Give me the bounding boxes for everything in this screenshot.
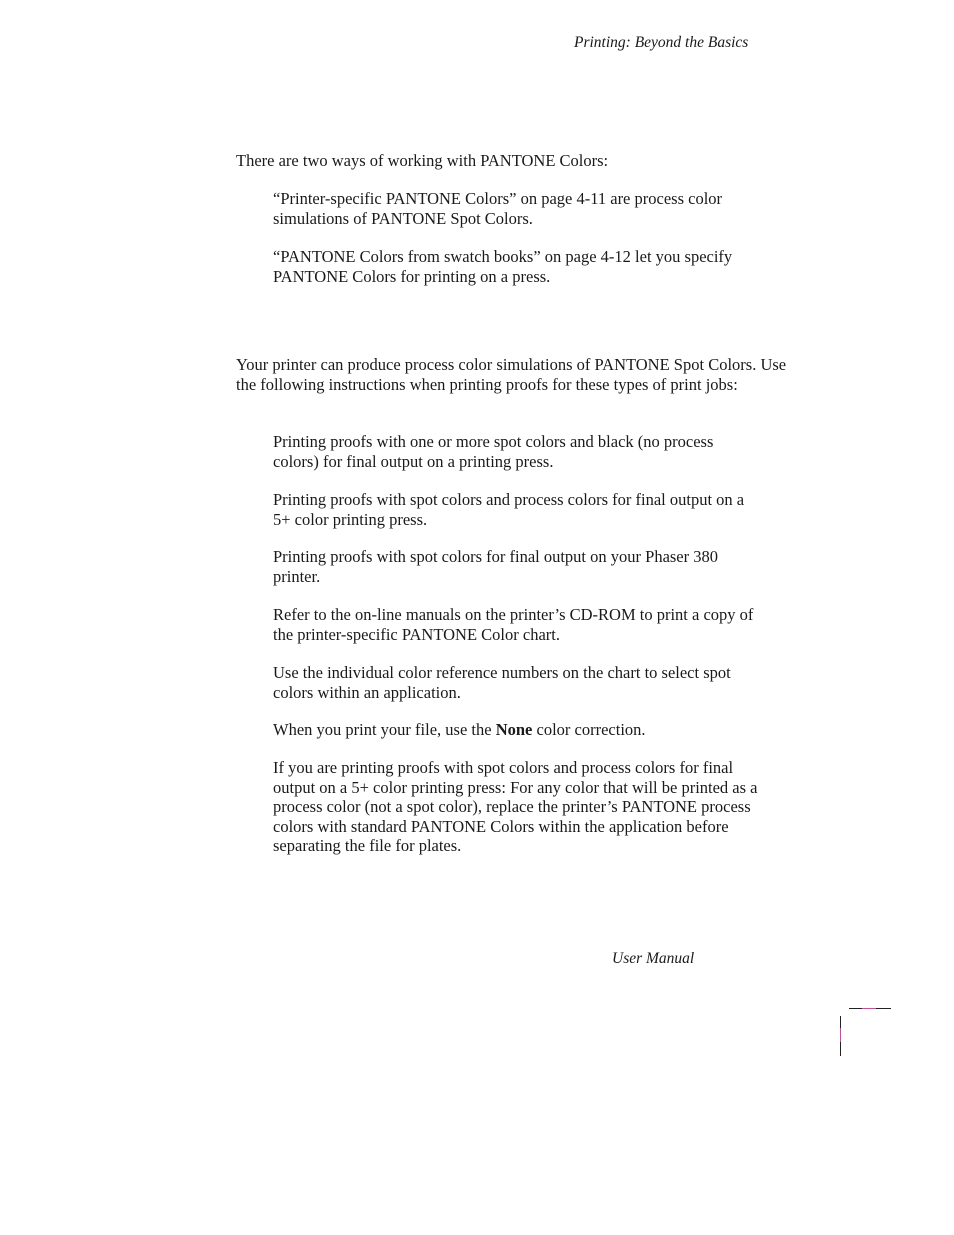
list-item: Printing proofs with spot colors for final output on your Phaser 380 printer. <box>273 547 719 586</box>
color-correction-instruction <box>273 720 763 740</box>
way-printer-specific: “Printer-specific PANTONE Colors” on page 4-11 are process color simulations of PANTONE Spot Colors. <box>273 189 723 228</box>
list-item: Printing proofs with spot colors and process colors for final output on a 5+ color printing press. <box>273 490 745 529</box>
final-note-paragraph: If you are printing proofs with spot colors and process colors for final output on a 5+ color printing press: For any color that will be printed as a process color (not a spot color), replace the printer’s PANTONE process colors with standard PANTONE Colors within the application before separating the file for plates. <box>273 758 758 855</box>
intro-paragraph: There are two ways of working with PANTONE Colors: <box>236 151 609 170</box>
list-item: Printing proofs with one or more spot colors and black (no process colors) for final output on a printing press. <box>273 432 714 471</box>
crop-mark-accent <box>862 1008 876 1009</box>
crop-mark-vertical-accent <box>840 1028 841 1042</box>
footer-label: User Manual <box>612 950 695 967</box>
section-intro-paragraph: Your printer can produce process color simulations of PANTONE Spot Colors. Use the following instructions when printing proofs for these types of print jobs: <box>236 355 787 394</box>
correction-text-after: color correction. <box>532 720 646 739</box>
list-item: Refer to the on-line manuals on the printer’s CD-ROM to print a copy of the printer-specific PANTONE Color chart. <box>273 605 754 644</box>
list-item: Use the individual color reference numbers on the chart to select spot colors within an application. <box>273 663 731 702</box>
running-header: Printing: Beyond the Basics <box>574 34 749 51</box>
way-swatch-books: “PANTONE Colors from swatch books” on page 4-12 let you specify PANTONE Colors for printing on a press. <box>273 247 733 286</box>
correction-option-name: None <box>495 720 533 739</box>
correction-text-before: When you print your file, use the <box>273 720 496 739</box>
